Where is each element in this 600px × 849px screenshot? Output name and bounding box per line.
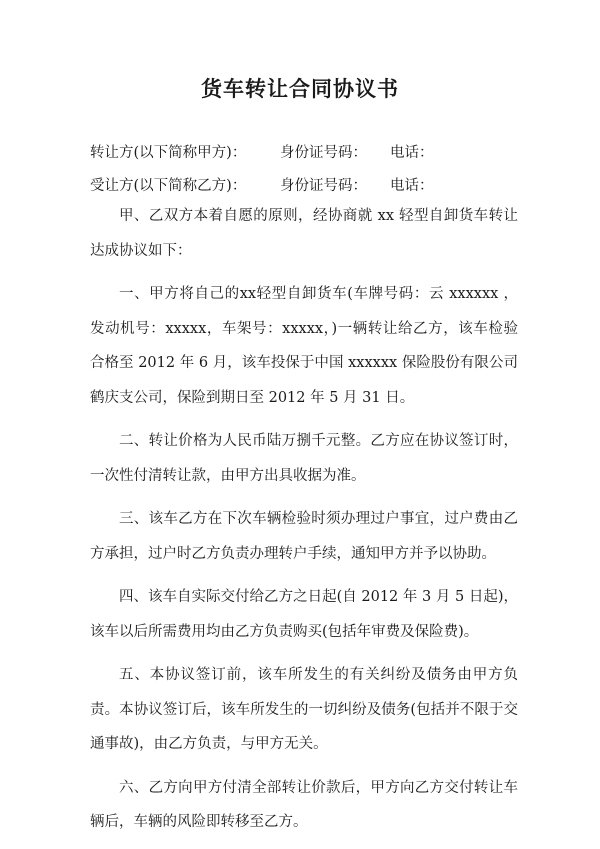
transferor-id-label: 身份证号码： xyxy=(280,145,367,161)
clause-1-paragraph: 一、甲方将自己的xx轻型自卸货车(车牌号码：云 xxxxxx ，发动机号：xxxxx，车架号：xxxxx，)一辆转让给乙方，该车检验合格至 2012 年 6 月，该车投保于中国 xxxxxx 保险股份有限公司鹤庆支公司，保险到期日至 2012 年 5 月 31 日。 xyxy=(90,286,518,406)
transferor-phone-label: 电话： xyxy=(390,145,434,161)
transferor-line xyxy=(90,143,434,163)
contract-body xyxy=(90,199,518,840)
clause-3-paragraph: 三、该车乙方在下次车辆检验时须办理过户事宜，过户费由乙方承担，过户时乙方负责办理转户手续，通知甲方并予以协助。 xyxy=(90,511,518,562)
document-title: 货车转让合同协议书 xyxy=(201,76,399,101)
clause-6-paragraph: 六、乙方向甲方付清全部转让价款后，甲方向乙方交付转让车辆后，车辆的风险即转移至乙方。 xyxy=(90,779,518,830)
clause-4-paragraph: 四、该车自实际交付给乙方之日起(自 2012 年 3 月 5 日起)，该车以后所需费用均由乙方负责购买(包括年审费及保险费)。 xyxy=(90,589,518,640)
transferee-id-label: 身份证号码： xyxy=(280,178,367,194)
transferor-label: 转让方(以下简称甲方)： xyxy=(90,145,247,161)
clause-5-paragraph: 五、本协议签订前，该车所发生的有关纠纷及债务由甲方负责。本协议签订后，该车所发生的一切纠纷及债务(包括并不限于交通事故)，由乙方负责，与甲方无关。 xyxy=(90,667,518,752)
clause-2-paragraph: 二、转让价格为人民币陆万捌千元整。乙方应在协议签订时，一次性付清转让款，由甲方出具收据为准。 xyxy=(90,433,518,484)
transferee-label: 受让方(以下简称乙方)： xyxy=(90,178,247,194)
transferee-line xyxy=(90,176,434,196)
intro-paragraph: 甲、乙双方本着自愿的原则，经协商就 xx 轻型自卸货车转让达成协议如下： xyxy=(90,208,518,259)
transferee-phone-label: 电话： xyxy=(390,178,434,194)
